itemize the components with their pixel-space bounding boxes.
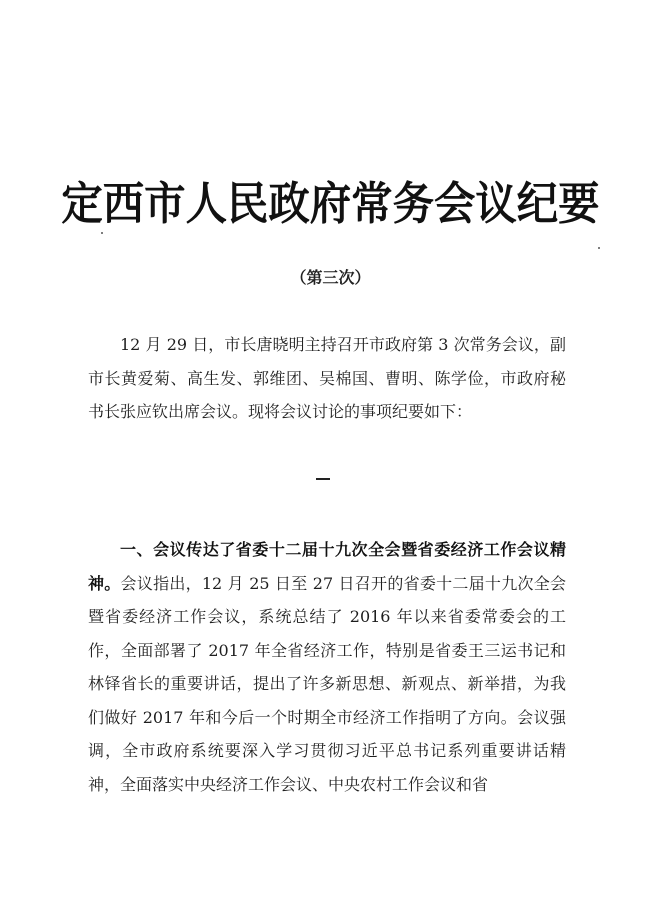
intro-paragraph: 12 月 29 日，市长唐晓明主持召开市政府第 3 次常务会议，副市长黄爱菊、高生发、郭维团、吴棉国、曹明、陈学俭，市政府秘书长张应钦出席会议。现将会议讨论的事项纪要如下： [88, 335, 566, 421]
session-number: （第三次） [290, 268, 371, 287]
document-title: 定西市人民政府常务会议纪要 [61, 177, 600, 230]
item-one-paragraph [88, 533, 566, 801]
scan-speck [101, 232, 103, 234]
scan-speck [598, 247, 600, 249]
section-mark [316, 478, 330, 480]
item-one-body: 会议指出，12 月 25 日至 27 日召开的省委十二届十九次全会暨省委经济工作会议，系统总结了 2016 年以来省委常委会的工作，全面部署了 2017 年全省经济工作，特别是省委王三运书记和林铎省长的重要讲话，提出了许多新思想、新观点、新举措，为我们做好 2017 年和今后一个时期全市经济工作指明了方向。会议强调，全市政府系统要深入学习贯彻习近平总书记系列重要讲话精神，全面落实中央经济工作会议、中央农村工作会议和省 [88, 573, 566, 794]
item-one-heading: 一、会议传达了省委十二届十九次全会暨省委经济工作会议精神。 [88, 540, 566, 593]
